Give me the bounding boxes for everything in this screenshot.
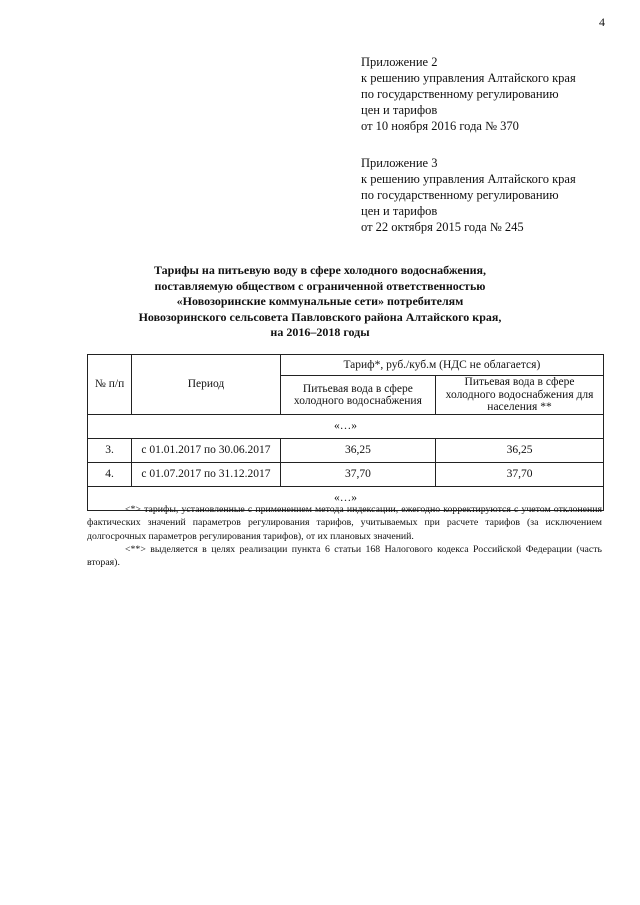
row-population-tariff: 36,25 bbox=[436, 439, 604, 463]
appendix-2-line: цен и тарифов bbox=[361, 103, 438, 117]
document-title bbox=[110, 263, 530, 341]
ellipsis-top: «…» bbox=[88, 415, 604, 439]
appendix-2-line: по государственному регулированию bbox=[361, 87, 559, 101]
table-row bbox=[88, 463, 604, 487]
title-line: поставляемую обществом с ограниченной ответственностью bbox=[154, 278, 486, 293]
footnote-1: <*> тарифы, установленные с применением метода индексации, ежегодно корректируются с учетом отклонения фактических значений параметров регулирования тарифов, учитываемых при расчете тарифов (за исключением долгосрочных параметров регулирования тарифов), от их плановых значений. bbox=[87, 504, 602, 542]
appendix-3-line: цен и тарифов bbox=[361, 204, 438, 218]
ellipsis-bottom: «…» bbox=[88, 487, 604, 511]
header-population: Питьевая вода в сфере холодного водоснабжения для населения ** bbox=[436, 376, 604, 415]
row-general-tariff: 36,25 bbox=[280, 439, 435, 463]
row-general-tariff: 37,70 bbox=[280, 463, 435, 487]
appendix-2-heading: Приложение 2 bbox=[361, 55, 438, 69]
table-header-row bbox=[88, 355, 604, 376]
table-row bbox=[88, 439, 604, 463]
row-period: с 01.01.2017 по 30.06.2017 bbox=[132, 439, 281, 463]
row-number: 3. bbox=[88, 439, 132, 463]
appendix-2-block bbox=[361, 54, 576, 134]
appendix-3-line: к решению управления Алтайского края bbox=[361, 172, 576, 186]
page-number: 4 bbox=[599, 15, 605, 29]
header-general: Питьевая вода в сфере холодного водоснабжения bbox=[280, 376, 435, 415]
appendix-3-heading: Приложение 3 bbox=[361, 156, 438, 170]
header-period: Период bbox=[132, 355, 281, 415]
title-line: Тарифы на питьевую воду в сфере холодного водоснабжения, bbox=[153, 263, 487, 277]
title-line: на 2016–2018 годы bbox=[270, 325, 370, 339]
appendix-2-line: к решению управления Алтайского края bbox=[361, 71, 576, 85]
appendix-3-date: от 22 октября 2015 года № 245 bbox=[361, 220, 524, 234]
appendix-3-line: по государственному регулированию bbox=[361, 188, 559, 202]
title-line: «Новозоринские коммунальные сети» потребителям bbox=[176, 294, 464, 308]
title-line: Новозоринского сельсовета Павловского района Алтайского края, bbox=[138, 309, 502, 324]
row-number: 4. bbox=[88, 463, 132, 487]
appendix-3-block bbox=[361, 155, 576, 235]
tariff-table bbox=[87, 354, 604, 511]
row-population-tariff: 37,70 bbox=[436, 463, 604, 487]
table-ellipsis-row bbox=[88, 415, 604, 439]
row-period: с 01.07.2017 по 31.12.2017 bbox=[132, 463, 281, 487]
footnotes bbox=[87, 503, 602, 569]
appendix-2-date: от 10 ноября 2016 года № 370 bbox=[361, 119, 519, 133]
footnote-2: <**> выделяется в целях реализации пункта 6 статьи 168 Налогового кодекса Российской Федерации (часть вторая). bbox=[87, 543, 602, 569]
header-tariff: Тариф*, руб./куб.м (НДС не облагается) bbox=[280, 355, 603, 376]
header-number: № п/п bbox=[88, 355, 132, 415]
